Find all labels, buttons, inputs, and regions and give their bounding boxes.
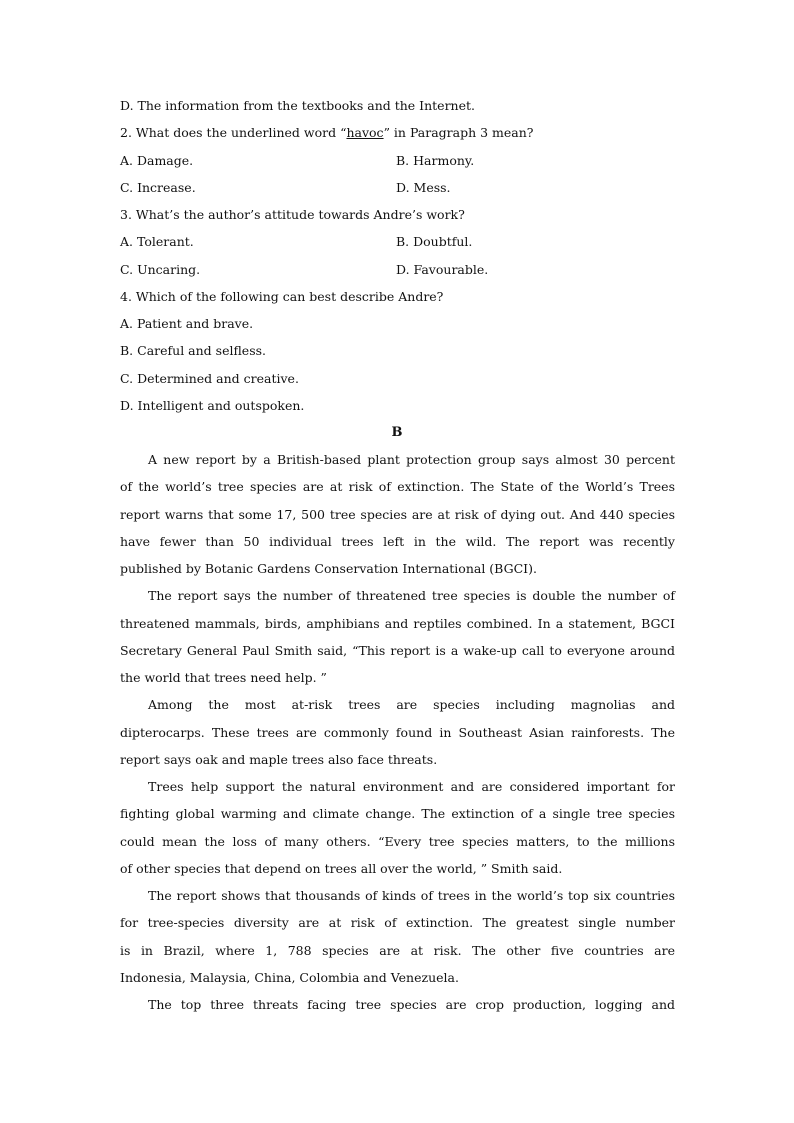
p1-line: report warns that some 17, 500 tree species are at risk of dying out. And 440 species [120, 507, 675, 522]
p5-line: Indonesia, Malaysia, China, Colombia and Venezuela. [120, 970, 459, 985]
q2-underlined-word: havoc [346, 125, 384, 140]
q3-option-a: A. Tolerant. [120, 234, 194, 249]
q2-option-a: A. Damage. [120, 153, 194, 168]
q4-option-a: A. Patient and brave. [120, 316, 254, 331]
p3-line: Among the most at-risk trees are species including magnolias and [148, 697, 675, 712]
p4-line: fighting global warming and climate change. The extinction of a single tree species [120, 806, 675, 821]
q2-stem-before: 2. What does the underlined word “ [120, 125, 347, 140]
p1-line: A new report by a British-based plant protection group says almost 30 percent [148, 452, 675, 467]
q2-stem [120, 125, 675, 141]
q2-option-c: C. Increase. [120, 180, 196, 195]
q3-stem: 3. What’s the author’s attitude towards Andre’s work? [120, 207, 465, 222]
p3-line: dipterocarps. These trees are commonly found in Southeast Asian rainforests. The [120, 725, 675, 740]
section-heading: B [391, 425, 403, 440]
q3-option-b: B. Doubtful. [396, 234, 473, 249]
p2-line: Secretary General Paul Smith said, “This report is a wake-up call to everyone around [120, 643, 675, 658]
p4-line: could mean the loss of many others. “Every tree species matters, to the millions [120, 834, 675, 849]
q4-stem: 4. Which of the following can best describe Andre? [120, 289, 444, 304]
q4-option-c: C. Determined and creative. [120, 371, 299, 386]
q3-option-c: C. Uncaring. [120, 262, 201, 277]
q1-option-d: D. The information from the textbooks and the Internet. [120, 98, 475, 113]
q3-option-d: D. Favourable. [396, 262, 489, 277]
p1-line: of the world’s tree species are at risk of extinction. The State of the World’s Trees [120, 479, 675, 494]
p2-line: The report says the number of threatened tree species is double the number of [148, 588, 675, 603]
q2-option-b: B. Harmony. [396, 153, 475, 168]
p5-line: The report shows that thousands of kinds of trees in the world’s top six countries [148, 888, 675, 903]
p4-line: of other species that depend on trees all over the world, ” Smith said. [120, 861, 563, 876]
p2-line: the world that trees need help. ” [120, 670, 327, 685]
p3-line: report says oak and maple trees also face threats. [120, 752, 438, 767]
p5-line: is in Brazil, where 1, 788 species are at risk. The other five countries are [120, 943, 675, 958]
p6-line: The top three threats facing tree species are crop production, logging and [148, 997, 675, 1012]
q2-stem-after: ” in Paragraph 3 mean? [383, 125, 534, 140]
p1-line: published by Botanic Gardens Conservation International (BGCI). [120, 561, 537, 576]
q4-option-b: B. Careful and selfless. [120, 343, 266, 358]
p1-line: have fewer than 50 individual trees left in the wild. The report was recently [120, 534, 675, 549]
q2-option-d: D. Mess. [396, 180, 451, 195]
p2-line: threatened mammals, birds, amphibians and reptiles combined. In a statement, BGCI [120, 616, 675, 631]
p5-line: for tree-species diversity are at risk of extinction. The greatest single number [120, 915, 675, 930]
q4-option-d: D. Intelligent and outspoken. [120, 398, 305, 413]
p4-line: Trees help support the natural environment and are considered important for [148, 779, 675, 794]
